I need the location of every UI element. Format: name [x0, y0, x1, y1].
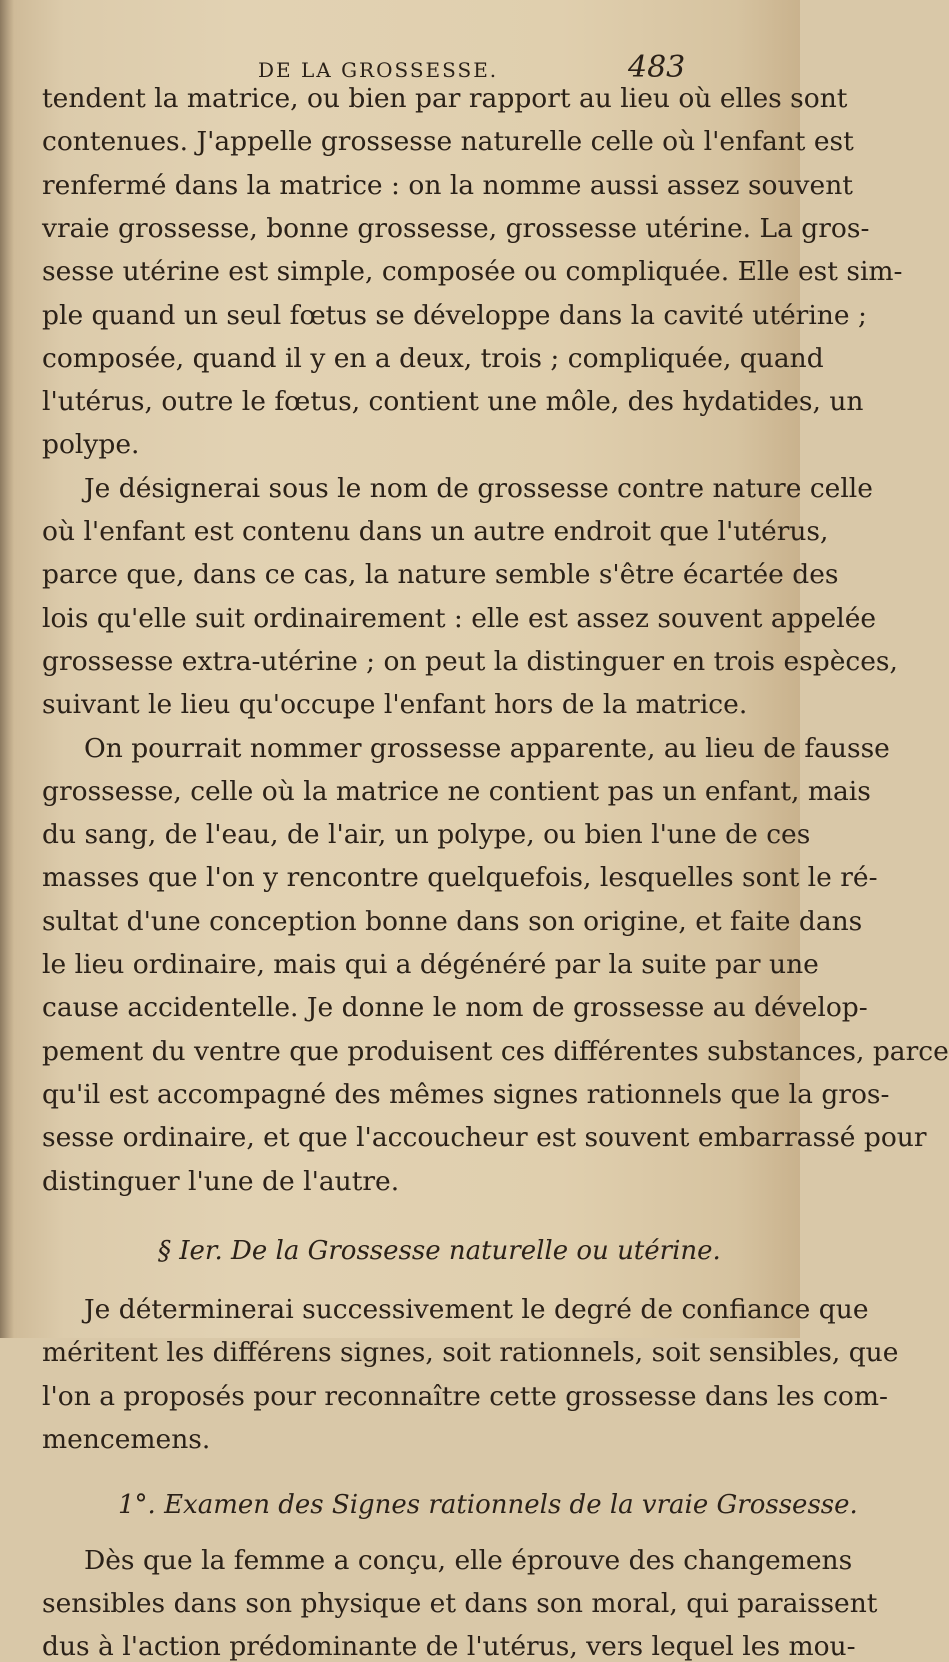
text-line: renfermé dans la matrice : on la nomme aussi assez souvent: [42, 169, 853, 201]
text-line: sultat d'une conception bonne dans son origine, et faite dans: [42, 905, 863, 937]
text-line: tendent la matrice, ou bien par rapport au lieu où elles sont: [42, 83, 848, 114]
text-line: le lieu ordinaire, mais qui a dégénéré par la suite par une: [42, 949, 819, 980]
section-heading: § Ier. De la Grossesse naturelle ou utérine.: [158, 1235, 721, 1266]
text-line: du sang, de l'eau, de l'air, un polype, ou bien l'une de ces: [42, 819, 811, 851]
text-line: sesse ordinaire, et que l'accoucheur est souvent embarrassé pour: [42, 1122, 927, 1154]
text-line: parce que, dans ce cas, la nature semble s'être écartée des: [42, 559, 839, 591]
text-line: composée, quand il y en a deux, trois ; compliquée, quand: [42, 342, 824, 374]
text-line: masses que l'on y rencontre quelquefois, lesquelles sont le ré-: [42, 862, 878, 894]
running-title: DE LA GROSSESSE.: [258, 58, 499, 82]
text-line: polype.: [42, 429, 140, 461]
text-line: grossesse extra-utérine ; on peut la distinguer en trois espèces,: [42, 645, 898, 677]
text-line: méritent les différens signes, soit rationnels, soit sensibles, que: [42, 1337, 899, 1369]
text-line: Dès que la femme a conçu, elle éprouve des changemens: [84, 1544, 853, 1576]
text-line: l'on a proposés pour reconnaître cette grossesse dans les com-: [42, 1380, 888, 1412]
text-line: On pourrait nommer grossesse apparente, au lieu de fausse: [84, 732, 890, 764]
text-line: pement du ventre que produisent ces différentes substances, parce: [42, 1035, 949, 1067]
text-line: sesse utérine est simple, composée ou compliquée. Elle est sim-: [42, 256, 903, 288]
page-gutter-shadow: [0, 0, 14, 1338]
text-line: Je désignerai sous le nom de grossesse contre nature celle: [84, 472, 873, 504]
text-line: dus à l'action prédominante de l'utérus, vers lequel les mou-: [42, 1631, 856, 1662]
page-number: 483: [628, 50, 686, 85]
text-line: grossesse, celle où la matrice ne contient pas un enfant, mais: [42, 775, 871, 807]
text-line: ple quand un seul fœtus se développe dans la cavité utérine ;: [42, 299, 867, 331]
text-line: l'utérus, outre le fœtus, contient une môle, des hydatides, un: [42, 386, 864, 418]
text-line: lois qu'elle suit ordinairement : elle est assez souvent appelée: [42, 602, 877, 634]
text-line: distinguer l'une de l'autre.: [42, 1165, 400, 1197]
text-line: vraie grossesse, bonne grossesse, grossesse utérine. La gros-: [42, 212, 870, 244]
text-line: mencemens.: [42, 1424, 211, 1455]
text-line: Je déterminerai successivement le degré de confiance que: [84, 1294, 869, 1326]
text-line: suivant le lieu qu'occupe l'enfant hors de la matrice.: [42, 689, 748, 721]
text-line: qu'il est accompagné des mêmes signes rationnels que la gros-: [42, 1078, 890, 1110]
text-line: contenues. J'appelle grossesse naturelle celle où l'enfant est: [42, 126, 854, 158]
text-line: cause accidentelle. Je donne le nom de grossesse au dévelop-: [42, 992, 868, 1024]
text-line: sensibles dans son physique et dans son moral, qui paraissent: [42, 1587, 878, 1619]
sub-heading: 1°. Examen des Signes rationnels de la vraie Grossesse.: [118, 1490, 858, 1521]
text-line: où l'enfant est contenu dans un autre endroit que l'utérus,: [42, 516, 829, 547]
